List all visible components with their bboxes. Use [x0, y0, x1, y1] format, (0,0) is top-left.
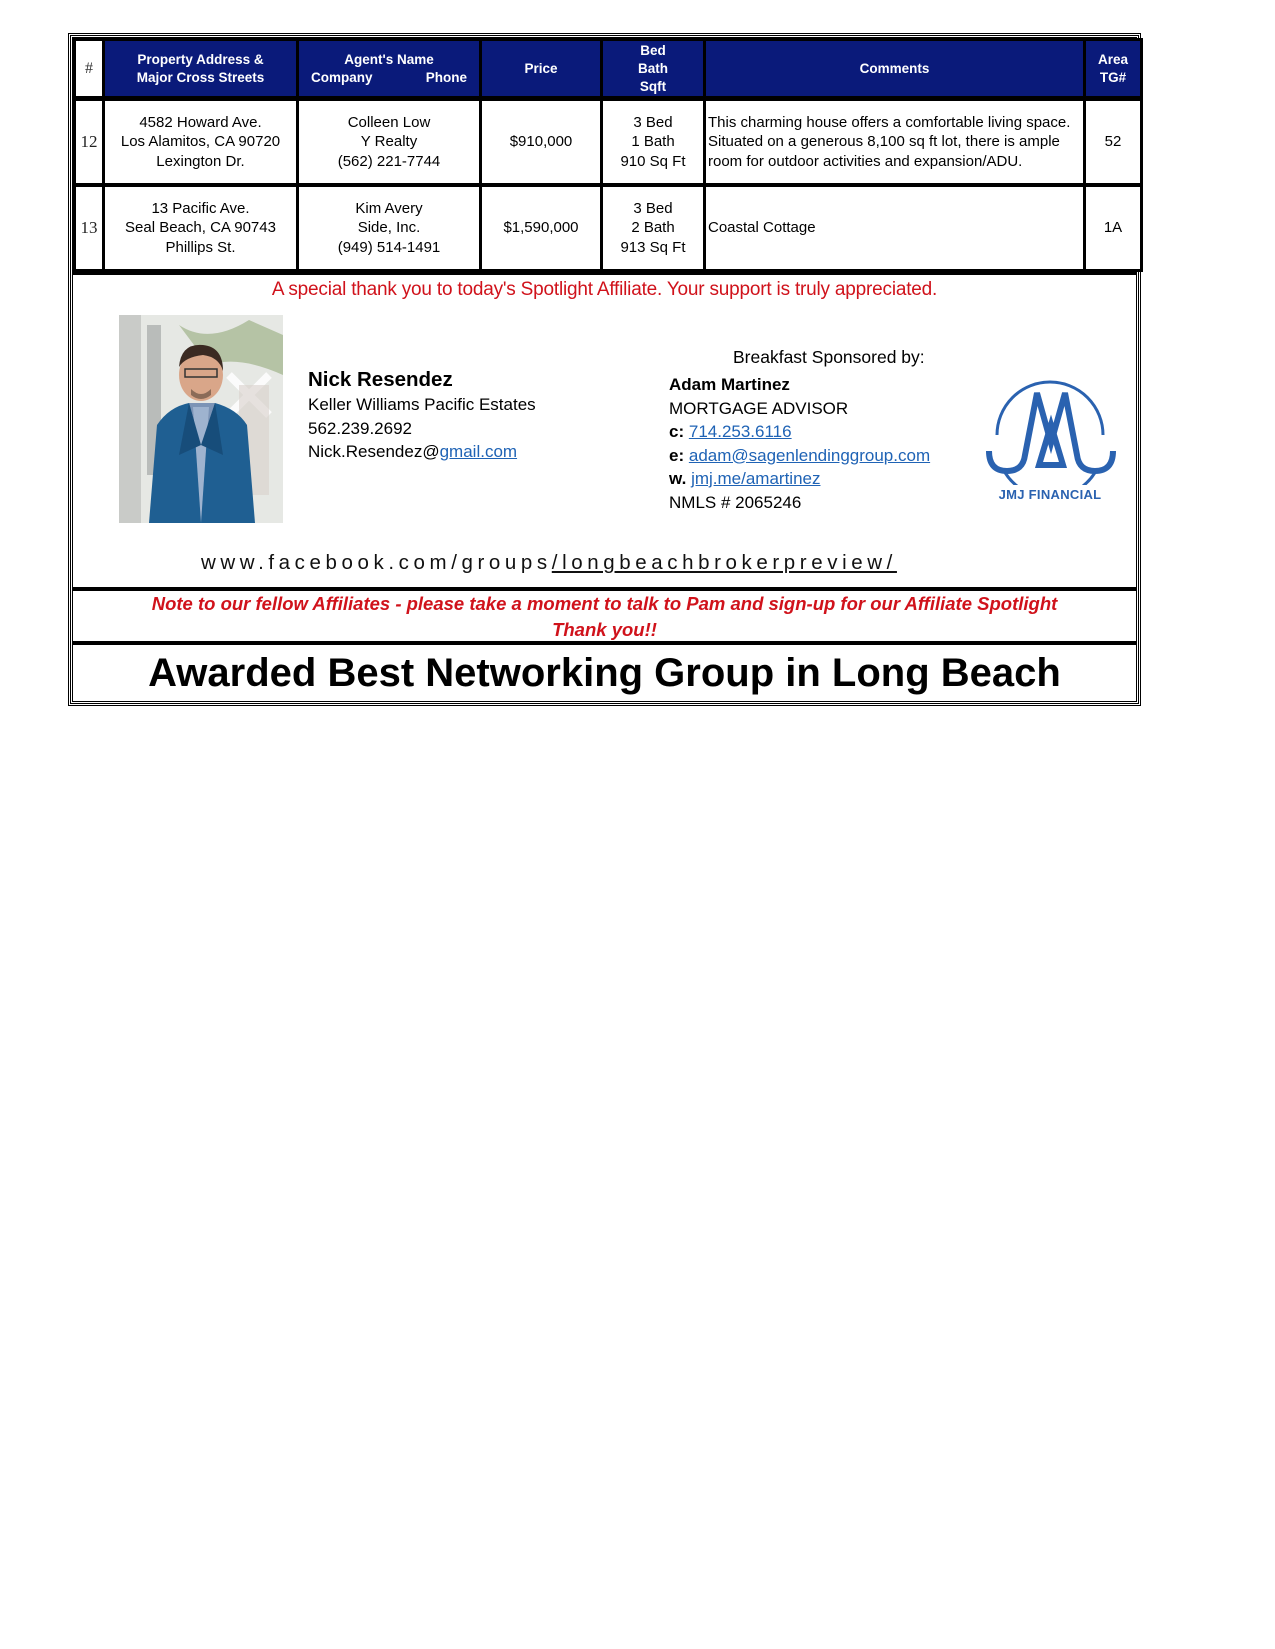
sponsor-heading: Breakfast Sponsored by: — [733, 347, 925, 367]
spotlight-thanks: A special thank you to today's Spotlight Affiliate. Your support is truly appreciated. — [271, 279, 938, 300]
row-cross-street: Lexington Dr. — [156, 152, 245, 170]
note-line1: Note to our fellow Affiliates - please take a moment to talk to Pam and sign-up for our Affiliate Spotlight — [151, 593, 1058, 614]
row-beds: 3 Bed — [633, 113, 673, 131]
row-price: $910,000 — [482, 100, 600, 186]
row-city: Los Alamitos, CA 90720 — [120, 133, 281, 151]
header-address-line2: Major Cross Streets — [136, 69, 265, 85]
sponsor-cell-link[interactable]: 714.253.6116 — [688, 422, 792, 441]
row-phone: (949) 514-1491 — [337, 238, 441, 256]
row-bed-bath-sqft — [603, 186, 703, 272]
header-bed-bath-sqft — [603, 38, 703, 100]
header-agent — [299, 38, 479, 100]
affiliate-photo — [119, 315, 283, 523]
row-address-cell — [105, 100, 296, 186]
sponsor-contact — [669, 373, 930, 514]
person-photo-icon — [119, 315, 283, 523]
sponsor-web-label: w. — [669, 469, 687, 488]
row-address: 4582 Howard Ave. — [139, 113, 262, 131]
sponsor-web-link[interactable]: jmj.me/amartinez — [691, 469, 821, 488]
row-company: Y Realty — [360, 133, 418, 151]
header-number: # — [76, 38, 102, 100]
award-banner: Awarded Best Networking Group in Long Beach — [73, 641, 1136, 701]
header-address — [105, 38, 296, 100]
header-agent-company: Company — [311, 69, 373, 85]
facebook-path[interactable]: /longbeachbrokerpreview/ — [551, 551, 897, 574]
facebook-prefix: www.facebook.com/groups — [201, 551, 552, 574]
affiliate-phone: 562.239.2692 — [308, 418, 412, 438]
row-area: 52 — [1086, 100, 1140, 186]
affiliate-email-link[interactable]: gmail.com — [439, 442, 518, 461]
logo-text: JMJ FINANCIAL — [998, 487, 1102, 502]
affiliate-company: Keller Williams Pacific Estates — [308, 395, 536, 414]
jmj-logo-icon — [975, 375, 1125, 485]
sponsor-title: MORTGAGE ADVISOR — [669, 398, 849, 418]
affiliate-contact — [308, 367, 536, 464]
sponsor-email-row — [669, 444, 930, 468]
sponsor-email-label: e: — [669, 445, 685, 465]
row-baths: 1 Bath — [631, 133, 675, 151]
table-header-row — [76, 38, 1140, 100]
header-agent-name: Agent's Name — [344, 51, 434, 67]
row-comments: This charming house offers a comfortable living space. Situated on a generous 8,100 sq ft lot, there is ample room for outdoor activities and expansion/ADU. — [706, 100, 1083, 186]
sponsor-email-link[interactable]: adam@sagenlendinggroup.com — [688, 445, 931, 465]
row-address: 13 Pacific Ave. — [151, 199, 250, 217]
row-agent-name: Colleen Low — [347, 113, 431, 131]
sponsor-nmls: NMLS # 2065246 — [669, 492, 802, 512]
header-agent-phone: Phone — [425, 69, 467, 85]
row-number: 12 — [76, 100, 102, 186]
row-bed-bath-sqft — [603, 100, 703, 186]
row-phone: (562) 221-7744 — [337, 152, 441, 170]
facebook-group-link[interactable] — [201, 551, 897, 575]
jmj-financial-logo — [975, 375, 1125, 505]
row-agent-name: Kim Avery — [355, 199, 423, 217]
row-beds: 3 Bed — [633, 199, 673, 217]
row-comments: Coastal Cottage — [706, 186, 1083, 272]
row-city: Seal Beach, CA 90743 — [125, 219, 276, 237]
affiliate-email — [308, 440, 536, 464]
sponsor-cell-row — [669, 420, 930, 444]
sponsor-name: Adam Martinez — [669, 375, 790, 394]
affiliate-email-user: Nick.Resendez@ — [308, 442, 440, 461]
header-address-line1: Property Address & — [137, 51, 264, 67]
table-row — [76, 100, 1140, 186]
row-address-cell — [105, 186, 296, 272]
spotlight-section — [73, 272, 1136, 587]
table-row — [76, 186, 1140, 272]
header-area-line2: TG# — [1099, 69, 1127, 85]
sponsor-cell-label: c: — [669, 422, 685, 441]
row-company: Side, Inc. — [357, 219, 421, 237]
row-sqft: 910 Sq Ft — [620, 152, 686, 170]
header-bed: Bed — [640, 42, 666, 58]
header-bath: Bath — [638, 60, 668, 76]
row-price: $1,590,000 — [482, 186, 600, 272]
note-line2: Thank you!! — [552, 619, 657, 640]
row-area: 1A — [1086, 186, 1140, 272]
row-baths: 2 Bath — [631, 219, 675, 237]
header-price: Price — [482, 38, 600, 100]
listings-table — [73, 38, 1143, 272]
row-agent-cell — [299, 100, 479, 186]
sponsor-web-row — [669, 467, 930, 491]
header-area-line1: Area — [1097, 51, 1129, 67]
row-cross-street: Phillips St. — [165, 238, 236, 256]
header-sqft: Sqft — [639, 78, 667, 94]
affiliate-note — [73, 587, 1136, 641]
listing-sheet — [70, 35, 1139, 704]
header-comments: Comments — [706, 38, 1083, 100]
affiliate-name: Nick Resendez — [308, 368, 453, 391]
header-area — [1086, 38, 1140, 100]
row-agent-cell — [299, 186, 479, 272]
row-sqft: 913 Sq Ft — [620, 238, 686, 256]
row-number: 13 — [76, 186, 102, 272]
